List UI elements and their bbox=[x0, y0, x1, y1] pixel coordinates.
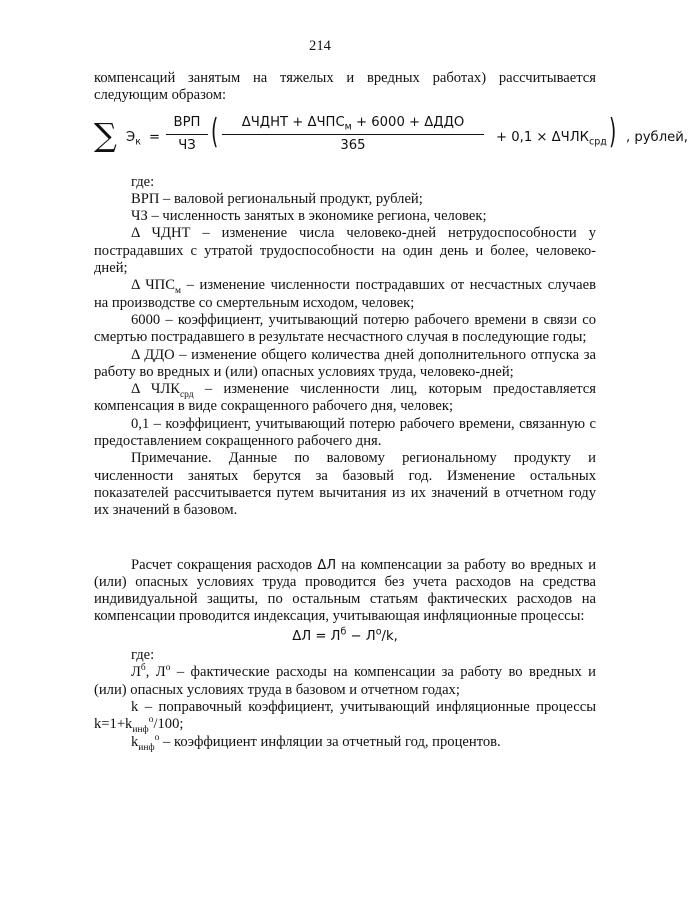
fraction-vrp-chz bbox=[166, 114, 208, 155]
definition-coefficient-01: 0,1 – коэффициент, учитывающий потерю рабочего времени, связанную с предоставлением сокращенного рабочего дня. bbox=[94, 415, 596, 450]
fraction-main bbox=[222, 114, 484, 155]
definition-k: k – поправочный коэффициент, учитывающий инфляционные процессы $k=1+k_{инф}^о/100$; bbox=[94, 698, 596, 736]
close-paren: ) bbox=[608, 111, 617, 152]
expense-reduction-paragraph: Расчет сокращения расходов ΔЛ на компенсации за работу во вредных и (или) опасных условиях труда проводится без учета расходов на средства индивидуальной защиты, по остальным статьям фактических расходов на компенсации проводится индексация, учитывающая инфляционные процессы: bbox=[94, 556, 596, 625]
fraction-denominator: ЧЗ bbox=[178, 137, 196, 153]
fraction-bar bbox=[222, 134, 484, 135]
formula-expense-reduction: $\Delta Л = Л^б - Л^о/k$, bbox=[292, 626, 398, 644]
paragraph-gap bbox=[94, 520, 596, 557]
definition-chlk: Δ $ЧЛК_{срд}$ – изменение численности лиц, которым предоставляется компенсация в виде сокращенного рабочего дня, человек; bbox=[94, 381, 596, 415]
main-denominator: 365 bbox=[340, 137, 366, 153]
main-numerator: ΔЧДНТ + $\Delta ЧПС_м + 6000 + \Delta ДДО$ bbox=[241, 114, 465, 133]
formula-tail: + $0,1 \times \Delta ЧЛК_{срд}$ bbox=[496, 129, 607, 148]
definition-chz: ЧЗ – численность занятых в экономике региона, человек; bbox=[131, 208, 487, 225]
definition-ddo: Δ ДДО – изменение общего количества дней дополнительного отпуска за работу во вредных и (или) опасных условиях труда, человеко-дней; bbox=[94, 346, 596, 380]
summation-sign: ∑ bbox=[94, 115, 117, 154]
definition-chps: Δ $ЧПС_м$ – изменение численности пострадавших от несчастных случаев на производстве со смертельным исходом, человек; bbox=[94, 277, 596, 311]
where-label: где: bbox=[131, 173, 155, 190]
formula-lhs: $Э_к$ bbox=[126, 129, 141, 148]
formula-unit: , рублей, bbox=[626, 129, 688, 145]
open-paren: ( bbox=[210, 111, 219, 152]
definition-kinf: $k_{инф}^о$ – коэффициент инфляции за отчетный год, процентов. bbox=[131, 732, 501, 753]
page-body bbox=[94, 70, 688, 753]
definition-6000: 6000 – коэффициент, учитывающий потерю рабочего времени в связи со смертью пострадавшего в результате несчастного случая в последующие годы; bbox=[94, 311, 596, 346]
page-number: 214 bbox=[309, 38, 331, 54]
fraction-bar bbox=[166, 134, 208, 135]
formula-economic-effect bbox=[94, 111, 688, 170]
definition-vrp: ВРП – валовой региональный продукт, рублей; bbox=[131, 190, 423, 207]
definition-chdnt: Δ ЧДНТ – изменение числа человеко-дней нетрудоспособности у пострадавших с утратой трудоспособности на один день и более, человеко-дней; bbox=[94, 225, 596, 277]
note-paragraph: Примечание. Данные по валовому региональному продукту и численности занятых берутся за базовый год. Изменение остальных показателей рассчитывается путем вычитания из их значений в отчетном году их значений в базовом. bbox=[94, 450, 596, 519]
definition-l: $Л^б$, $Л^о$ – фактические расходы на компенсации за работу во вредных и (или) опасных условиях труда в базовом и отчетном годах; bbox=[94, 663, 596, 698]
intro-paragraph: компенсаций занятым на тяжелых и вредных работах) рассчитывается следующим образом: bbox=[94, 70, 596, 104]
where-label-2: где: bbox=[131, 647, 155, 664]
equals-sign: = bbox=[149, 129, 161, 145]
fraction-numerator: ВРП bbox=[173, 114, 201, 130]
